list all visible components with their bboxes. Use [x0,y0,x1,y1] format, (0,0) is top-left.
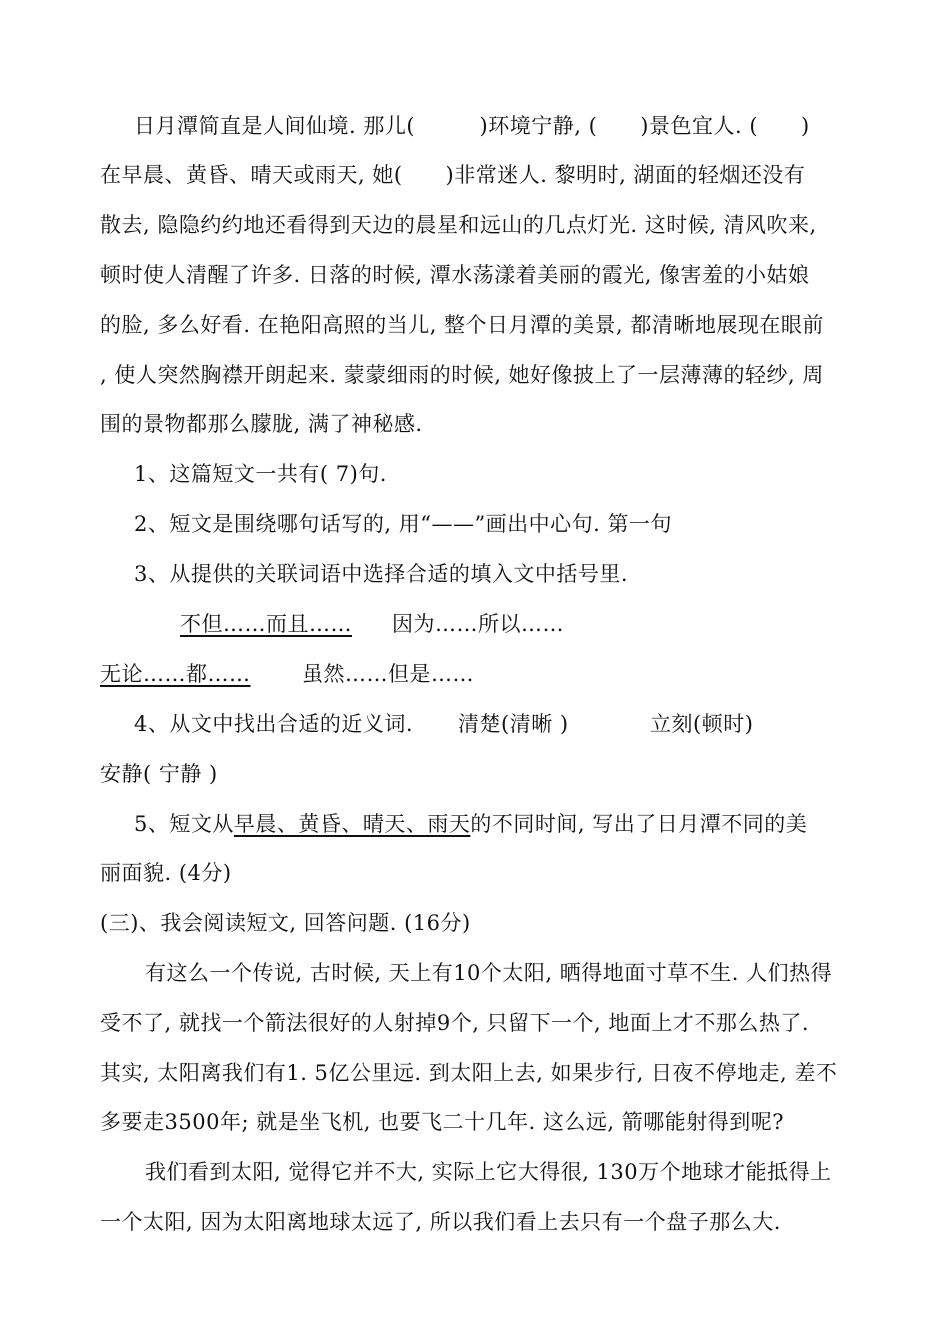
q4-pair-2: 立刻(顿时) [650,712,754,736]
q4-pair-1: 清楚(清晰 ) [458,712,569,736]
sun-para1-line-4: 多要走3500年; 就是坐飞机, 也要飞二十几年. 这么远, 箭哪能射得到呢? [100,1110,785,1134]
q3-option-2: 因为……所以…… [392,612,564,636]
passage-line-5: 的脸, 多么好看. 在艳阳高照的当儿, 整个日月潭的美景, 都清晰地展现在眼前 [100,313,824,337]
question-4: 4、从文中找出合适的近义词. [134,712,414,736]
passage-line-1: 日月潭简直是人间仙境. 那儿( )环境宁静, ( )景色宜人. ( ) [134,114,810,138]
q3-option-3-text: 无论……都…… [100,662,251,686]
passage-line-4: 顿时使人清醒了许多. 日落的时候, 潭水荡漾着美丽的霞光, 像害羞的小姑娘 [100,263,810,287]
question-5-cont: 丽面貌. (4分) [100,861,232,885]
q5-text-b: 的不同时间, 写出了日月潭不同的美 [470,812,808,836]
question-3: 3、从提供的关联词语中选择合适的填入文中括号里. [134,562,629,586]
question-1: 1、这篇短文一共有( 7)句. [134,462,387,486]
q5-text-a: 5、短文从 [134,812,234,836]
question-5 [134,810,845,838]
q3-option-1-text: 不但……而且…… [180,612,352,636]
sun-para2-line-1: 我们看到太阳, 觉得它并不大, 实际上它大得很, 130万个地球才能抵得上 [145,1160,832,1184]
question-2: 2、短文是围绕哪句话写的, 用“——”画出中心句. 第一句 [134,512,673,536]
q5-underlined-times: 早晨、黄昏、晴天、雨天 [233,812,471,836]
q3-option-4: 虽然……但是…… [302,662,474,686]
section-3-heading: (三)、我会阅读短文, 回答问题. (16分) [100,911,471,935]
sun-para2-line-2: 一个太阳, 因为太阳离地球太远了, 所以我们看上去只有一个盘子那么大. [100,1210,781,1234]
q4-pair-3: 安静( 宁静 ) [100,762,218,786]
passage-line-6: , 使人突然胸襟开朗起来. 蒙蒙细雨的时候, 她好像披上了一层薄薄的轻纱, 周 [100,363,824,387]
sun-para1-line-1: 有这么一个传说, 古时候, 天上有10个太阳, 晒得地面寸草不生. 人们热得 [145,961,833,985]
passage-line-3: 散去, 隐隐约约地还看得到天边的晨星和远山的几点灯光. 这时候, 清风吹来, [100,213,817,237]
q3-option-3 [100,660,300,688]
q3-option-1 [180,610,380,638]
sun-para1-line-2: 受不了, 就找一个箭法很好的人射掉9个, 只留下一个, 地面上才不那么热了. [100,1011,810,1035]
sun-para1-line-3: 其实, 太阳离我们有1. 5亿公里远. 到太阳上去, 如果步行, 日夜不停地走, 差不 [100,1061,838,1085]
passage-line-2: 在早晨、黄昏、晴天或雨天, 她( )非常迷人. 黎明时, 湖面的轻烟还没有 [100,163,806,187]
passage-line-7: 围的景物都那么朦胧, 满了神秘感. [100,412,423,436]
